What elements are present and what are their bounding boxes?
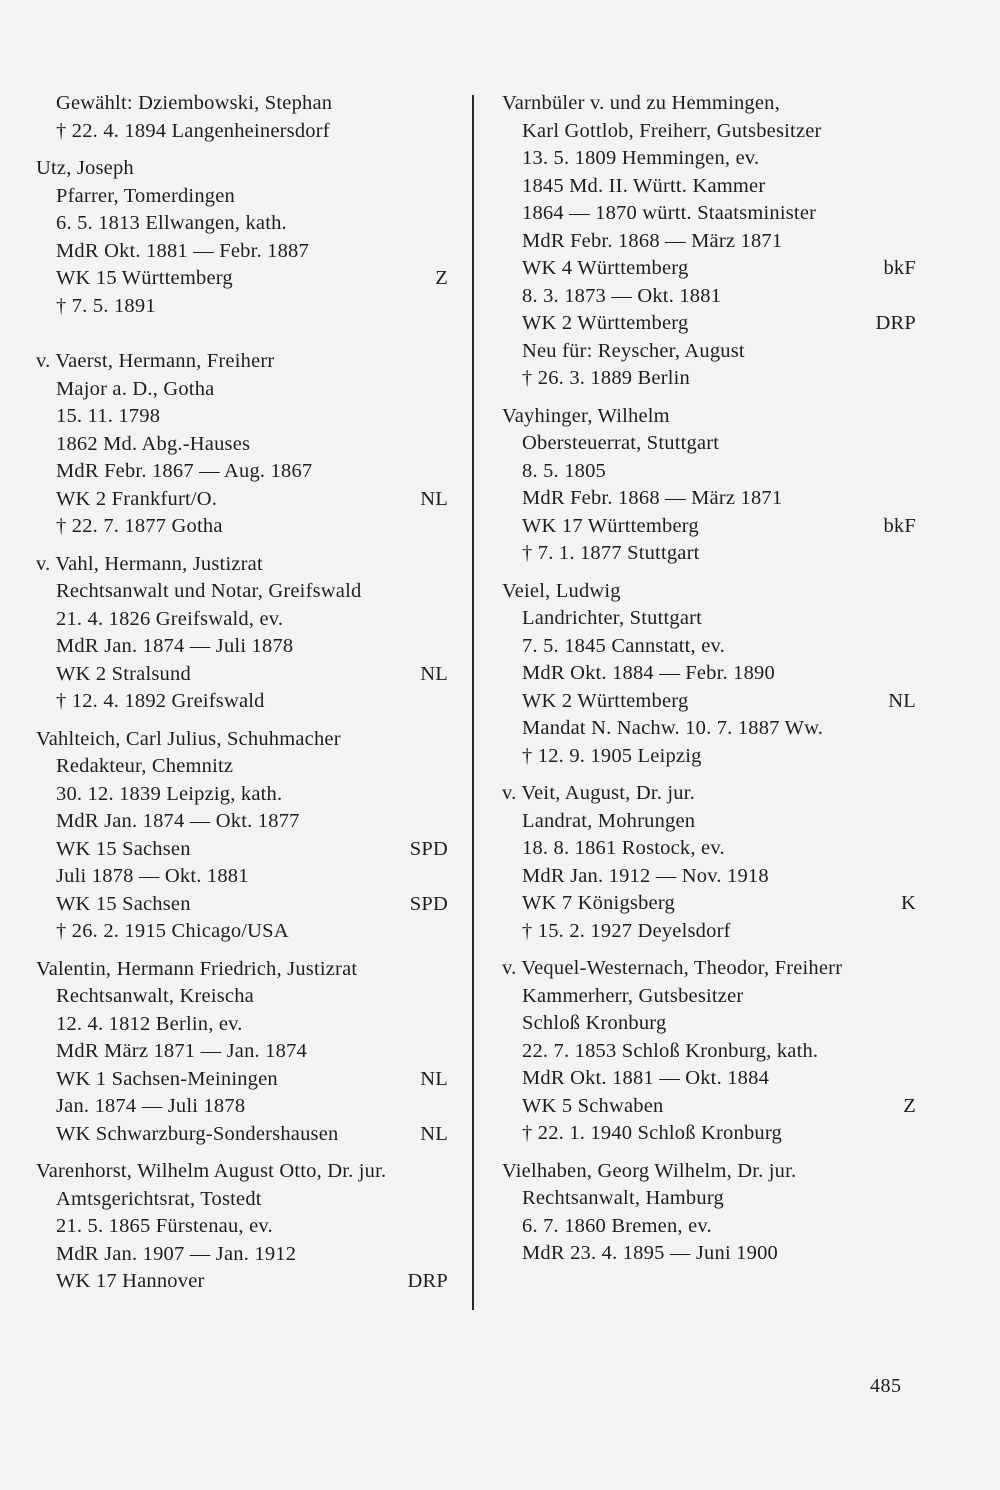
entry-detail-line	[36, 863, 448, 891]
line-text: v. Vahl, Hermann, Justizrat	[36, 552, 263, 575]
entry-gap	[502, 393, 916, 403]
line-text: 13. 5. 1809 Hemmingen, ev.	[522, 147, 760, 169]
entry-detail-line	[36, 1038, 448, 1066]
entry-detail-line	[502, 485, 916, 513]
line-text: MdR 23. 4. 1895 — Juni 1900	[522, 1242, 778, 1264]
party-label: SPD	[409, 837, 448, 860]
entry-detail-line	[502, 1185, 916, 1213]
line-text: 8. 5. 1805	[522, 459, 606, 482]
entry-detail-line	[502, 145, 916, 173]
line-text: WK 5 Schwaben	[522, 1094, 664, 1117]
entry-detail-line	[36, 118, 448, 146]
entry-detail-line	[36, 403, 448, 431]
entry-detail-line	[502, 1213, 916, 1241]
biography-entry	[36, 348, 448, 541]
party-label: bkF	[883, 514, 916, 537]
entry-detail-line	[36, 1186, 448, 1214]
line-text: 1862 Md. Abg.-Hauses	[56, 432, 251, 455]
entry-detail-line	[36, 1268, 448, 1296]
entry-gap	[502, 568, 916, 578]
entry-heading-line	[36, 155, 448, 183]
line-text: Mandat N. Nachw. 10. 7. 1887 Ww.	[522, 717, 824, 739]
entry-detail-line	[36, 983, 448, 1011]
biography-entry	[36, 956, 448, 1149]
entry-detail-line	[502, 605, 916, 633]
entry-detail-line	[502, 918, 916, 946]
entry-detail-line	[36, 265, 448, 293]
line-text: MdR Okt. 1881 — Okt. 1884	[522, 1067, 770, 1089]
line-text: 30. 12. 1839 Leipzig, kath.	[56, 782, 283, 805]
entry-detail-line	[36, 918, 448, 946]
biography-entry	[502, 578, 916, 771]
line-text: Rechtsanwalt und Notar, Greifswald	[56, 580, 362, 602]
line-text: WK 7 Königsberg	[522, 892, 675, 914]
line-text: Karl Gottlob, Freiherr, Gutsbesitzer	[522, 119, 822, 142]
entry-gap	[36, 946, 448, 956]
entry-gap	[502, 1148, 916, 1158]
party-label: SPD	[409, 892, 448, 915]
entry-detail-line	[502, 808, 916, 836]
entry-detail-line	[502, 255, 916, 283]
line-text: † 7. 5. 1891	[56, 294, 156, 317]
entry-detail-line	[502, 1120, 916, 1148]
party-label: NL	[420, 1067, 448, 1090]
entry-detail-line	[36, 633, 448, 661]
line-text: WK 15 Württemberg	[56, 267, 233, 289]
line-text: 18. 8. 1861 Rostock, ev.	[522, 837, 725, 859]
entry-detail-line	[502, 1065, 916, 1093]
line-text: † 7. 1. 1877 Stuttgart	[522, 542, 700, 564]
line-text: 6. 5. 1813 Ellwangen, kath.	[56, 212, 287, 234]
party-label: DRP	[875, 312, 916, 334]
line-text: † 22. 7. 1877 Gotha	[56, 515, 223, 537]
line-text: MdR Okt. 1884 — Febr. 1890	[522, 662, 775, 684]
line-text: Redakteur, Chemnitz	[56, 755, 234, 777]
line-text: Varenhorst, Wilhelm August Otto, Dr. jur.	[36, 1160, 387, 1182]
entry-detail-line	[502, 1093, 916, 1121]
line-text: MdR Jan. 1874 — Okt. 1877	[56, 810, 300, 832]
line-text: 8. 3. 1873 — Okt. 1881	[522, 284, 722, 307]
entry-heading-line	[502, 90, 916, 118]
line-text: Landrichter, Stuttgart	[522, 607, 703, 629]
line-text: Juli 1878 — Okt. 1881	[56, 865, 249, 887]
party-label: NL	[420, 1122, 448, 1145]
line-text: 12. 4. 1812 Berlin, ev.	[56, 1012, 243, 1035]
entry-detail-line	[502, 715, 916, 743]
line-text: 6. 7. 1860 Bremen, ev.	[522, 1214, 712, 1237]
line-text: MdR Jan. 1912 — Nov. 1918	[522, 864, 769, 887]
entry-detail-line	[502, 863, 916, 891]
entry-heading-line	[36, 726, 448, 754]
entry-detail-line	[502, 283, 916, 311]
page-number: 485	[870, 1375, 902, 1397]
line-text: MdR Febr. 1868 — März 1871	[522, 487, 783, 509]
biography-entry	[36, 551, 448, 716]
entry-detail-line	[36, 1213, 448, 1241]
line-text: Vielhaben, Georg Wilhelm, Dr. jur.	[502, 1159, 797, 1182]
entry-detail-line	[36, 210, 448, 238]
biography-entry	[502, 403, 916, 568]
line-text: WK 17 Hannover	[56, 1270, 205, 1292]
spacer	[36, 320, 448, 348]
entry-detail-line	[36, 1241, 448, 1269]
line-text: MdR Jan. 1874 — Juli 1878	[56, 635, 294, 657]
line-text: 1864 — 1870 württ. Staatsminister	[522, 202, 817, 224]
party-label: NL	[888, 689, 916, 712]
biography-entry	[36, 726, 448, 946]
entry-detail-line	[36, 688, 448, 716]
line-text: † 26. 2. 1915 Chicago/USA	[56, 920, 289, 942]
entry-gap	[36, 145, 448, 155]
line-text: Jan. 1874 — Juli 1878	[56, 1095, 246, 1117]
line-text: 22. 7. 1853 Schloß Kronburg, kath.	[522, 1039, 819, 1062]
entry-detail-line	[502, 118, 916, 146]
party-label: NL	[420, 487, 448, 510]
line-text: Landrat, Mohrungen	[522, 809, 696, 832]
line-text: † 15. 2. 1927 Deyelsdorf	[522, 919, 731, 942]
entry-detail-line	[502, 688, 916, 716]
entry-detail-line	[36, 458, 448, 486]
line-text: WK 15 Sachsen	[56, 892, 191, 915]
entry-heading-line	[502, 578, 916, 606]
party-label: DRP	[407, 1270, 448, 1292]
line-text: Rechtsanwalt, Hamburg	[522, 1187, 724, 1209]
biography-entry	[502, 90, 916, 393]
party-label: Z	[903, 1094, 916, 1117]
line-text: v. Veit, August, Dr. jur.	[502, 782, 695, 804]
party-label: Z	[435, 267, 448, 289]
entry-gap	[36, 1148, 448, 1158]
line-text: 15. 11. 1798	[56, 405, 161, 427]
party-label: NL	[420, 662, 448, 685]
entry-detail-line	[502, 890, 916, 918]
line-text: Pfarrer, Tomerdingen	[56, 184, 235, 207]
entry-heading-line	[502, 955, 916, 983]
entry-detail-line	[36, 183, 448, 211]
entry-detail-line	[36, 1066, 448, 1094]
entry-heading-line	[502, 1158, 916, 1186]
entry-detail-line	[36, 1011, 448, 1039]
line-text: WK Schwarzburg-Sondershausen	[56, 1122, 339, 1145]
line-text: WK 17 Württemberg	[522, 514, 699, 537]
line-text: Utz, Joseph	[36, 157, 134, 179]
biography-entry	[36, 90, 448, 145]
line-text: MdR Okt. 1881 — Febr. 1887	[56, 239, 309, 262]
entry-detail-line	[502, 660, 916, 688]
line-text: MdR März 1871 — Jan. 1874	[56, 1040, 307, 1062]
line-text: 7. 5. 1845 Cannstatt, ev.	[522, 634, 725, 657]
entry-heading-line	[36, 90, 448, 118]
entry-detail-line	[36, 578, 448, 606]
entry-detail-line	[502, 365, 916, 393]
line-text: WK 2 Frankfurt/O.	[56, 487, 218, 510]
line-text: Veiel, Ludwig	[502, 579, 621, 602]
entry-heading-line	[36, 348, 448, 376]
entry-detail-line	[36, 1121, 448, 1149]
entry-gap	[36, 541, 448, 551]
entry-detail-line	[36, 836, 448, 864]
entry-detail-line	[502, 513, 916, 541]
entry-detail-line	[502, 200, 916, 228]
entry-detail-line	[36, 808, 448, 836]
line-text: Vahlteich, Carl Julius, Schuhmacher	[36, 727, 341, 750]
entry-detail-line	[36, 661, 448, 689]
line-text: WK 1 Sachsen-Meiningen	[56, 1067, 278, 1090]
line-text: Amtsgerichtsrat, Tostedt	[56, 1187, 262, 1210]
line-text: Rechtsanwalt, Kreischa	[56, 985, 254, 1007]
entry-detail-line	[502, 1240, 916, 1268]
entry-heading-line	[36, 551, 448, 579]
entry-heading-line	[36, 1158, 448, 1186]
line-text: † 22. 4. 1894 Langenheinersdorf	[56, 119, 330, 142]
line-text: Major a. D., Gotha	[56, 377, 215, 400]
line-text: MdR Febr. 1868 — März 1871	[522, 229, 783, 252]
line-text: 21. 5. 1865 Fürstenau, ev.	[56, 1215, 273, 1237]
entry-heading-line	[36, 956, 448, 984]
line-text: Gewählt: Dziembowski, Stephan	[56, 92, 333, 114]
entry-detail-line	[36, 431, 448, 459]
line-text: v. Vaerst, Hermann, Freiherr	[36, 350, 275, 372]
line-text: WK 2 Württemberg	[522, 312, 689, 334]
entry-detail-line	[36, 891, 448, 919]
entry-detail-line	[502, 983, 916, 1011]
entry-detail-line	[502, 1038, 916, 1066]
entry-detail-line	[502, 540, 916, 568]
line-text: WK 2 Württemberg	[522, 689, 689, 712]
line-text: † 12. 9. 1905 Leipzig	[522, 744, 702, 767]
entry-heading-line	[502, 403, 916, 431]
biography-entry	[36, 1158, 448, 1296]
entry-detail-line	[502, 835, 916, 863]
line-text: WK 15 Sachsen	[56, 837, 191, 860]
line-text: Schloß Kronburg	[522, 1012, 667, 1034]
line-text: Vayhinger, Wilhelm	[502, 404, 670, 427]
party-label: bkF	[883, 257, 916, 279]
line-text: † 12. 4. 1892 Greifswald	[56, 690, 265, 712]
entry-detail-line	[36, 486, 448, 514]
biography-entry	[502, 955, 916, 1148]
biography-entry	[502, 780, 916, 945]
line-text: MdR Jan. 1907 — Jan. 1912	[56, 1242, 297, 1265]
entry-gap	[502, 770, 916, 780]
left-column	[36, 90, 448, 1296]
entry-detail-line	[502, 458, 916, 486]
line-text: 1845 Md. II. Württ. Kammer	[522, 174, 766, 197]
entry-detail-line	[502, 173, 916, 201]
entry-detail-line	[36, 293, 448, 321]
line-text: Kammerherr, Gutsbesitzer	[522, 984, 744, 1007]
column-divider	[472, 95, 474, 1310]
entry-gap	[36, 716, 448, 726]
line-text: Neu für: Reyscher, August	[522, 339, 745, 362]
party-label: K	[900, 892, 916, 914]
line-text: † 22. 1. 1940 Schloß Kronburg	[522, 1122, 782, 1144]
entry-heading-line	[502, 780, 916, 808]
entry-detail-line	[502, 430, 916, 458]
entry-detail-line	[502, 1010, 916, 1038]
line-text: Obersteuerrat, Stuttgart	[522, 432, 720, 454]
line-text: WK 4 Württemberg	[522, 257, 689, 279]
entry-detail-line	[36, 781, 448, 809]
entry-detail-line	[502, 310, 916, 338]
line-text: WK 2 Stralsund	[56, 662, 191, 685]
entry-detail-line	[36, 1093, 448, 1121]
right-column	[502, 90, 916, 1268]
entry-detail-line	[502, 228, 916, 256]
entry-gap	[502, 945, 916, 955]
line-text: Valentin, Hermann Friedrich, Justizrat	[36, 957, 358, 980]
entry-detail-line	[36, 753, 448, 781]
line-text: v. Vequel-Westernach, Theodor, Freiherr	[502, 957, 843, 979]
entry-detail-line	[502, 743, 916, 771]
line-text: † 26. 3. 1889 Berlin	[522, 367, 690, 389]
entry-detail-line	[502, 338, 916, 366]
entry-detail-line	[36, 513, 448, 541]
biography-entry	[36, 155, 448, 320]
biography-entry	[502, 1158, 916, 1268]
line-text: 21. 4. 1826 Greifswald, ev.	[56, 607, 284, 630]
entry-detail-line	[36, 606, 448, 634]
entry-detail-line	[36, 238, 448, 266]
entry-detail-line	[36, 376, 448, 404]
line-text: MdR Febr. 1867 — Aug. 1867	[56, 460, 313, 482]
entry-detail-line	[502, 633, 916, 661]
line-text: Varnbüler v. und zu Hemmingen,	[502, 92, 780, 114]
